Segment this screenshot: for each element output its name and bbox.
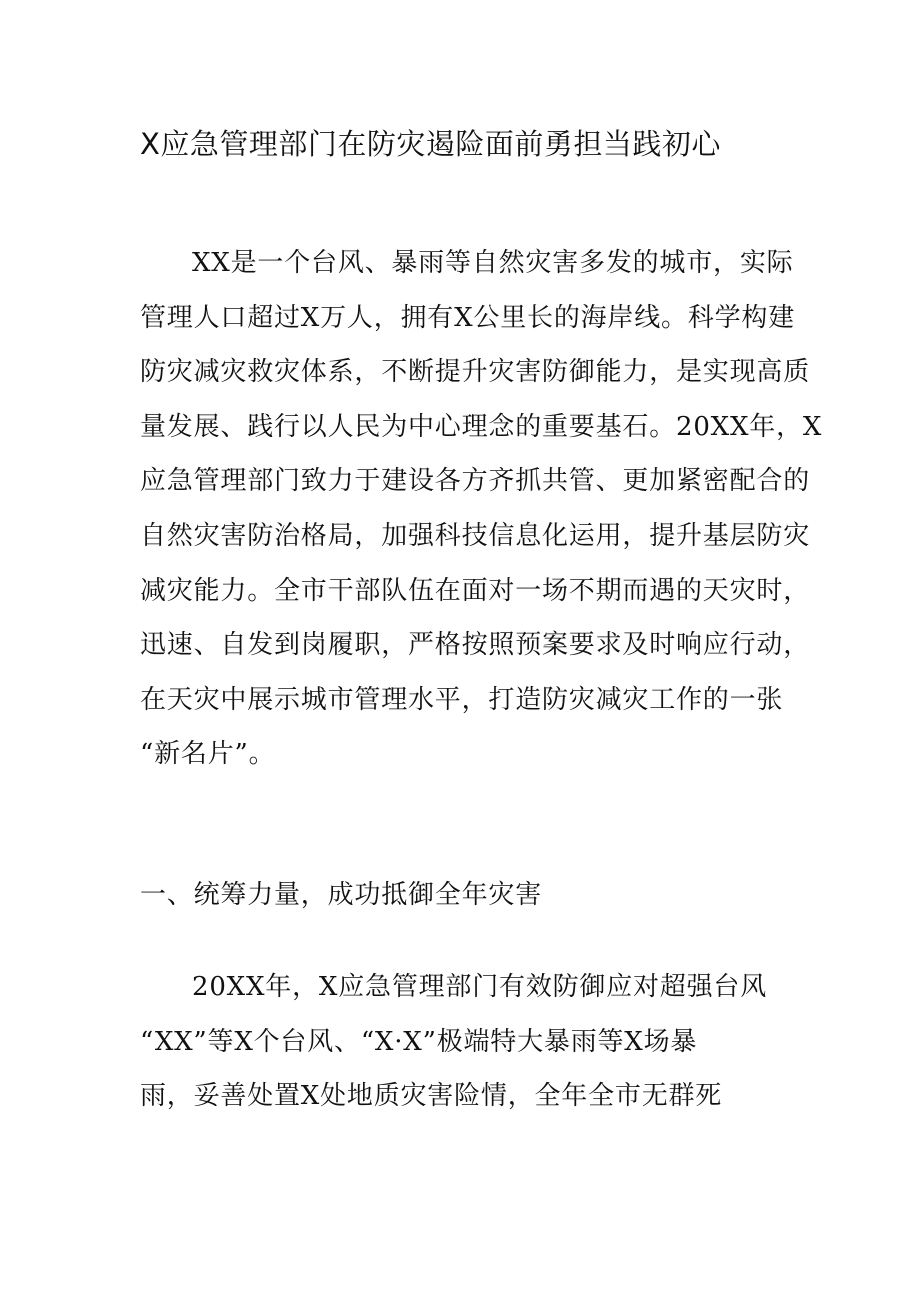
- paragraph-line: “XX”等X个台风、“X·X”极端特大暴雨等X场暴: [140, 1026, 698, 1057]
- paragraph-line: “新名片”。: [140, 739, 276, 770]
- paragraph-line: 20XX年，X应急管理部门有效防御应对超强台风: [192, 972, 768, 1002]
- body-paragraph-2: [140, 960, 800, 1124]
- paragraph-line: 迅速、自发到岗履职，严格按照预案要求及时响应行动，: [140, 630, 811, 661]
- paragraph-line: 减灾能力。全市干部队伍在面对一场不期而遇的天灾时，: [140, 575, 811, 606]
- body-paragraph-1: [140, 236, 823, 782]
- paragraph-line: 管理人口超过X万人，拥有X公里长的海岸线。科学构建: [140, 302, 796, 333]
- section-heading-1: [140, 868, 800, 923]
- paragraph-line: 雨，妥善处置X处地质灾害险情，全年全市无群死: [140, 1081, 723, 1112]
- paragraph-line: 在天灾中展示城市管理水平，打造防灾减灾工作的一张: [140, 684, 784, 715]
- paragraph-line: 自然灾害防治格局，加强科技信息化运用，提升基层防灾: [140, 520, 811, 551]
- section-heading-text: 一、统筹力量，成功抵御全年灾害: [140, 880, 543, 910]
- paragraph-line: 防灾减灾救灾体系，不断提升灾害防御能力，是实现高质: [140, 357, 811, 388]
- paragraph-line: 量发展、践行以人民为中心理念的重要基石。20XX年，X: [140, 411, 823, 442]
- paragraph-line: XX是一个台风、暴雨等自然灾害多发的城市，实际: [192, 248, 794, 278]
- paragraph-line: 应急管理部门致力于建设各方齐抓共管、更加紧密配合的: [140, 466, 811, 497]
- document-title: X应急管理部门在防灾遏险面前勇担当践初心: [140, 127, 721, 161]
